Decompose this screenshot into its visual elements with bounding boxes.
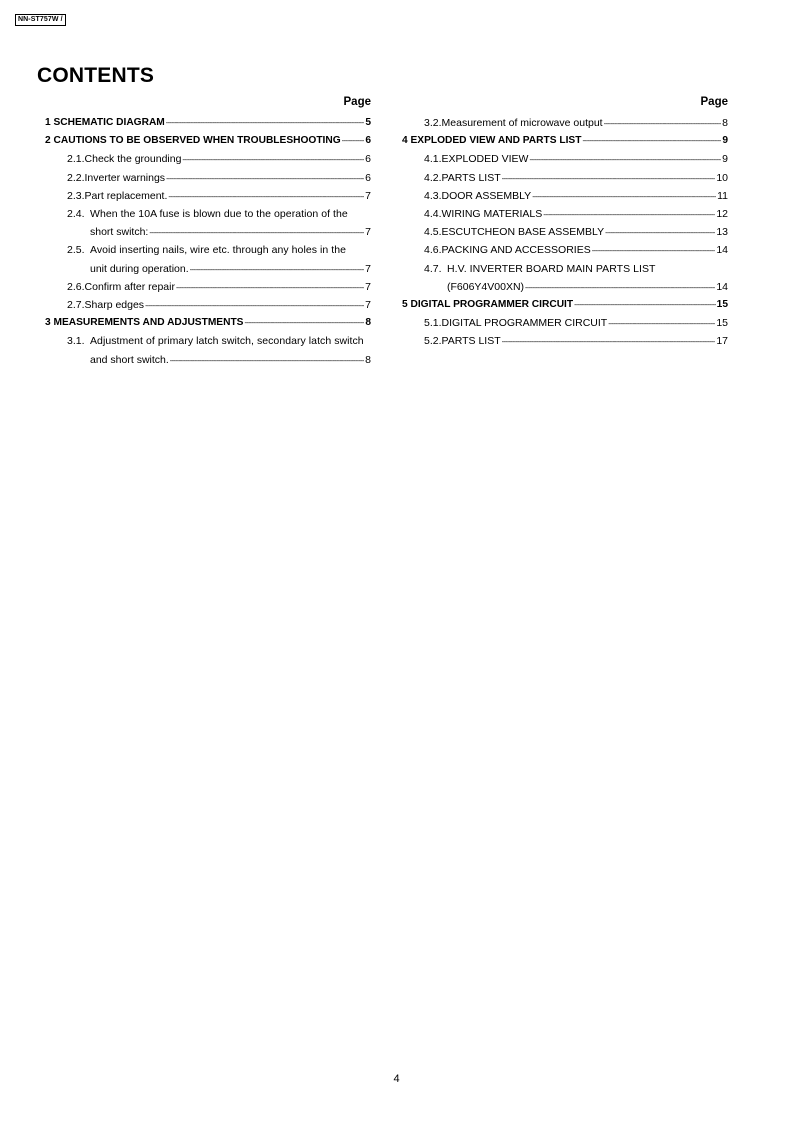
leader-dots	[582, 137, 721, 147]
toc-entry-number: 2.6.	[67, 280, 85, 293]
toc-section-entry[interactable]	[398, 132, 728, 150]
toc-subsection-entry[interactable]	[398, 241, 728, 259]
toc-entry-number: 2.7.	[67, 299, 85, 312]
page-number: 4	[393, 1073, 400, 1085]
toc-entry-number: 4.5.	[424, 226, 442, 239]
toc-entry-title: 1 SCHEMATIC DIAGRAM	[45, 117, 165, 128]
toc-entry-title: 2 CAUTIONS TO BE OBSERVED WHEN TROUBLESHOOTING	[45, 135, 341, 147]
toc-left-column	[41, 94, 371, 369]
leader-dots	[608, 320, 715, 330]
toc-entry-title: DIGITAL PROGRAMMER CIRCUIT	[441, 317, 608, 330]
toc-left-list	[41, 114, 371, 369]
toc-page-number: 7	[365, 299, 371, 312]
toc-entry-title: Measurement of microwave output	[441, 117, 603, 129]
toc-subsection-entry[interactable]	[398, 169, 728, 187]
toc-entry-number: 4.3.	[424, 189, 442, 202]
toc-page-number: 15	[716, 317, 728, 330]
leader-dots	[182, 156, 364, 166]
toc-subsection-entry[interactable]	[398, 150, 728, 168]
toc-page-number: 9	[722, 135, 728, 147]
toc-entry-title: WIRING MATERIALS	[441, 208, 543, 221]
toc-entry-title: Adjustment of primary latch switch, secondary latch switch	[90, 335, 364, 348]
leader-dots	[190, 266, 365, 276]
toc-section-entry[interactable]	[41, 314, 371, 332]
toc-right-list	[398, 114, 728, 351]
toc-subsection-entry[interactable]	[41, 205, 371, 223]
toc-section-entry[interactable]	[41, 114, 371, 132]
toc-page-number: 7	[365, 226, 371, 239]
toc-entry-title-continued: unit during operation.	[90, 262, 189, 275]
leader-dots	[592, 247, 716, 257]
toc-subsection-entry[interactable]	[41, 296, 371, 314]
leader-dots	[574, 301, 716, 311]
toc-page-number: 9	[722, 153, 728, 166]
toc-subsection-entry[interactable]	[398, 205, 728, 223]
toc-page-number: 7	[365, 189, 371, 202]
toc-entry-number: 4.2.	[424, 171, 442, 184]
toc-page-number: 12	[716, 208, 728, 221]
leader-dots	[502, 338, 716, 348]
toc-entry-title: 4 EXPLODED VIEW AND PARTS LIST	[402, 135, 582, 147]
toc-subsection-entry[interactable]	[398, 187, 728, 205]
toc-entry-number: 2.3.	[67, 189, 85, 202]
toc-subsection-entry[interactable]	[41, 278, 371, 296]
toc-entry-title: PARTS LIST	[441, 171, 501, 184]
toc-entry-title: 3 MEASUREMENTS AND ADJUSTMENTS	[45, 317, 244, 329]
page-column-header: Page	[343, 96, 371, 108]
leader-dots	[604, 120, 722, 130]
leader-dots	[529, 156, 721, 166]
toc-entry-number: 5.1.	[424, 317, 442, 330]
toc-page-number: 6	[365, 171, 371, 184]
toc-entry-title: Avoid inserting nails, wire etc. through any holes in the	[90, 244, 346, 257]
toc-entry-title: PACKING AND ACCESSORIES	[441, 244, 591, 257]
toc-entry-title: Confirm after repair	[84, 280, 175, 293]
leader-dots	[543, 211, 715, 221]
toc-page-number: 14	[716, 280, 728, 293]
toc-subsection-entry-continued[interactable]	[41, 223, 371, 241]
toc-entry-title: ESCUTCHEON BASE ASSEMBLY	[441, 226, 605, 239]
toc-entry-title: Inverter warnings	[84, 171, 166, 184]
toc-entry-number: 2.2.	[67, 171, 85, 184]
leader-dots	[342, 137, 365, 147]
page-column-header: Page	[700, 96, 728, 108]
leader-dots	[532, 193, 716, 203]
toc-subsection-entry[interactable]	[398, 114, 728, 132]
toc-subsection-entry[interactable]	[41, 332, 371, 350]
leader-dots	[149, 229, 364, 239]
toc-entry-number: 2.1.	[67, 153, 85, 166]
leader-dots	[525, 284, 715, 294]
toc-page-number: 8	[365, 353, 371, 366]
toc-entry-number: 5.2.	[424, 335, 442, 348]
toc-entry-title-continued: and short switch.	[90, 353, 169, 366]
toc-entry-number: 2.4.	[67, 208, 85, 221]
leader-dots	[244, 319, 364, 329]
toc-subsection-entry-continued[interactable]	[41, 351, 371, 369]
toc-subsection-entry[interactable]	[398, 260, 728, 278]
toc-section-entry[interactable]	[41, 132, 371, 150]
toc-page-number: 11	[717, 189, 728, 202]
toc-page-number: 15	[716, 299, 728, 311]
toc-entry-title: DOOR ASSEMBLY	[441, 189, 532, 202]
toc-page-number: 6	[365, 135, 371, 147]
toc-page-number: 10	[716, 171, 728, 184]
leader-dots	[168, 193, 364, 203]
toc-entry-title: When the 10A fuse is blown due to the operation of the	[90, 208, 348, 221]
toc-page-number: 7	[365, 280, 371, 293]
toc-entry-title: EXPLODED VIEW	[441, 153, 529, 166]
toc-subsection-entry[interactable]	[398, 223, 728, 241]
toc-entry-number: 2.5.	[67, 244, 85, 257]
model-number-box: NN-ST757W /	[15, 14, 66, 26]
leader-dots	[166, 175, 364, 185]
toc-page-number: 13	[716, 226, 728, 239]
toc-section-entry[interactable]	[398, 296, 728, 314]
leader-dots	[166, 119, 365, 129]
toc-page-number: 5	[365, 117, 371, 128]
toc-entry-title: 5 DIGITAL PROGRAMMER CIRCUIT	[402, 299, 574, 311]
toc-entry-number: 4.4.	[424, 208, 442, 221]
leader-dots	[605, 229, 715, 239]
toc-page-number: 7	[365, 262, 371, 275]
leader-dots	[170, 357, 364, 367]
toc-subsection-entry[interactable]	[41, 169, 371, 187]
toc-entry-number: 3.1.	[67, 335, 85, 348]
toc-entry-title-continued: short switch:	[90, 226, 149, 239]
page-title: CONTENTS	[37, 64, 155, 87]
toc-entry-title: Sharp edges	[84, 299, 145, 312]
toc-page-number: 8	[365, 317, 371, 329]
toc-subsection-entry[interactable]	[398, 332, 728, 350]
toc-page-number: 6	[365, 153, 371, 166]
leader-dots	[145, 302, 364, 312]
toc-page-number: 17	[716, 335, 728, 348]
toc-subsection-entry-continued[interactable]	[398, 278, 728, 296]
toc-subsection-entry[interactable]	[398, 314, 728, 332]
toc-right-column	[398, 94, 728, 351]
leader-dots	[176, 284, 364, 294]
toc-entry-number: 3.2.	[424, 117, 442, 129]
toc-entry-title: Part replacement.	[84, 189, 168, 202]
toc-entry-title-continued: (F606Y4V00XN)	[447, 280, 525, 293]
toc-subsection-entry[interactable]	[41, 241, 371, 259]
toc-page-number: 14	[716, 244, 728, 257]
leader-dots	[502, 175, 716, 185]
toc-entry-title: H.V. INVERTER BOARD MAIN PARTS LIST	[447, 262, 656, 275]
toc-entry-title: PARTS LIST	[441, 335, 501, 348]
toc-subsection-entry-continued[interactable]	[41, 260, 371, 278]
toc-entry-number: 4.6.	[424, 244, 442, 257]
toc-entry-title: Check the grounding	[84, 153, 182, 166]
toc-subsection-entry[interactable]	[41, 150, 371, 168]
toc-entry-number: 4.7.	[424, 262, 442, 275]
toc-entry-number: 4.1.	[424, 153, 442, 166]
toc-page-number: 8	[722, 117, 728, 129]
toc-subsection-entry[interactable]	[41, 187, 371, 205]
